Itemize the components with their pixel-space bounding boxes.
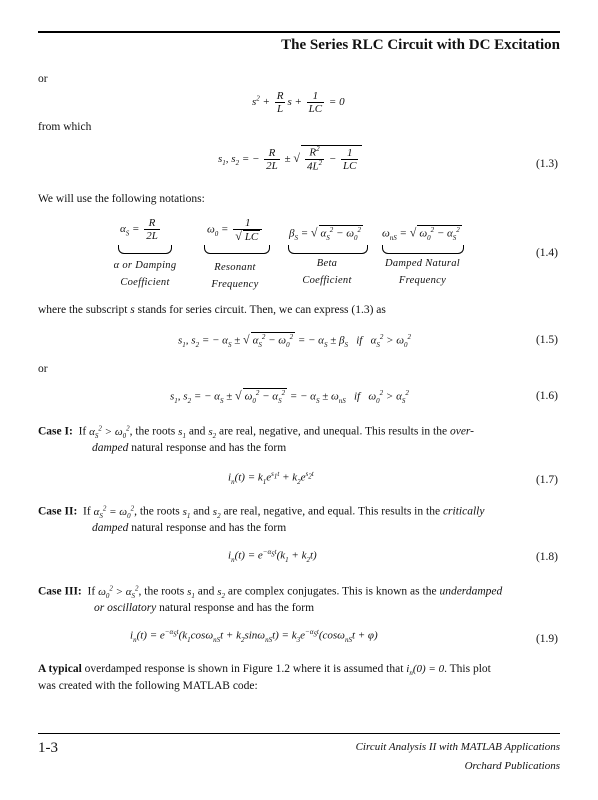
equation-1-3: $s_1$, $s_2$ = − $\frac{R}{2L}$ ± √ $\frac{R^2}{4L^2}$ − $\frac{1}{LC}$ bbox=[218, 145, 362, 173]
case-2-damped: damped bbox=[92, 522, 129, 535]
case-2-label: Case II: bbox=[38, 505, 78, 518]
equation-number-1-9: (1.9) bbox=[535, 633, 558, 645]
equation-1-6: $s_1$, $s_2$ = − $\alpha_S$ ± √ $\omega_0^2 - \alpha_S^2$ = − $\alpha_S \pm \omega_{nS}$ if $\omega_0^2 > \alpha_S^2$ bbox=[170, 388, 409, 405]
brace-beta bbox=[288, 245, 368, 254]
text-notations: We will use the following notations: bbox=[38, 193, 205, 205]
typical-end: . This plot bbox=[444, 663, 491, 675]
typical-line2: was created with the following MATLAB code: bbox=[38, 679, 258, 692]
equation-1-8: $i_n(t) = e^{-\alpha_St}(k_1 + k_2t)$ bbox=[228, 548, 317, 564]
note-alpha bbox=[100, 258, 190, 292]
typical-paragraph: A typical overdamped response is shown in Figure 1.2 where it is assumed that $i_n(0) = 0$. This plot was created with the following MATLAB code: bbox=[38, 662, 560, 694]
notation-alpha: $\alpha_S$ = $\frac{R}{2L}$ bbox=[120, 217, 158, 243]
brace-alpha bbox=[118, 245, 172, 254]
case-1-label: Case I: bbox=[38, 425, 73, 438]
case-2-crit: critically bbox=[442, 505, 485, 518]
case-1-over: over- bbox=[449, 425, 475, 438]
equation-number-1-7: (1.7) bbox=[535, 474, 558, 486]
footer-publisher: Orchard Publications bbox=[464, 760, 560, 772]
equation-number-1-5: (1.5) bbox=[535, 334, 558, 346]
equation-1-5: $s_1$, $s_2$ = − $\alpha_S$ ± √ $\alpha_S^2 - \omega_0^2$ = − $\alpha_S \pm \beta_S$ if $\alpha_S^2 > \omega_0^2$ bbox=[178, 332, 412, 349]
case-1-a: , the roots bbox=[129, 425, 176, 438]
notation-beta: $\beta_S$ = √ $\alpha_S^2 - \omega_0^2$ bbox=[289, 225, 361, 242]
note-omega0-line1: Resonant bbox=[214, 262, 256, 273]
text-where-s: s bbox=[130, 304, 135, 316]
case-3-under: underdamped bbox=[439, 585, 503, 598]
case-1-c: natural response and has the form bbox=[131, 442, 287, 455]
header-rule bbox=[38, 31, 560, 33]
brace-omega0 bbox=[204, 245, 270, 254]
equation-number-1-8: (1.8) bbox=[535, 551, 558, 563]
case-1-b: are real, negative, and unequal. This results in the bbox=[218, 425, 448, 438]
case-2-a: , the roots bbox=[134, 505, 180, 518]
text-where bbox=[38, 303, 386, 319]
case-2-c: natural response and has the form bbox=[131, 522, 287, 535]
equation-number-1-4: (1.4) bbox=[535, 247, 558, 259]
text-where-a: where the subscript bbox=[38, 304, 128, 316]
case-3-label: Case III: bbox=[38, 585, 82, 598]
note-omega-ns-line1: Damped Natural bbox=[384, 258, 461, 269]
case-1-damped: damped bbox=[92, 442, 129, 455]
page-header-title: The Series RLC Circuit with DC Excitation bbox=[281, 37, 560, 53]
case-3-osc: or oscillatory bbox=[94, 602, 157, 615]
note-alpha-line2: Coefficient bbox=[120, 276, 170, 288]
case-2-paragraph: Case II: If $\alpha_S^2 = \omega_0^2$, the roots $s_1$ and $s_2$ are real, negative, and equal. This results in the critically damped natural response and has the form bbox=[38, 504, 485, 535]
note-omega-ns-line2: Frequency bbox=[398, 274, 447, 286]
note-omega-ns bbox=[375, 256, 470, 290]
case-3-a: , the roots bbox=[138, 585, 185, 598]
text-where-b: stands for series circuit. Then, we can express (1.3) as bbox=[137, 304, 386, 316]
case-3-paragraph: Case III: If $\omega_0^2 > \alpha_S^2$, the roots $s_1$ and $s_2$ are complex conjugates. This is known as the underdamped or oscillatory natural response and has the form bbox=[38, 584, 503, 615]
text-or-2: or bbox=[38, 363, 48, 375]
brace-omega-ns bbox=[382, 245, 464, 254]
case-1-paragraph: Case I: If $\alpha_S^2 > \omega_0^2$, the roots $s_1$ and $s_2$ are real, negative, and unequal. This results in the over- damped natural response and has the form bbox=[38, 424, 475, 455]
equation-1-9: $i_n(t) = e^{-\alpha_St}(k_1\cos\omega_{nS}t + k_2\sin\omega_{nS}t) = k_3e^{-\alpha_St}(\cos\omega_{nS}t + \varphi)$ bbox=[130, 628, 378, 644]
notation-omega0: $\omega_0$ = $\frac{1}{√ LC}$ bbox=[207, 217, 264, 243]
note-beta-line1: Beta bbox=[316, 258, 338, 269]
typical-bold: A typical bbox=[38, 663, 82, 675]
equation-number-1-6: (1.6) bbox=[535, 390, 558, 402]
text-or-1: or bbox=[38, 73, 48, 85]
note-beta bbox=[282, 256, 372, 290]
footer-rule bbox=[38, 733, 560, 734]
notation-omega-ns: $\omega_{nS}$ = √ $\omega_0^2 - \alpha_S^2$ bbox=[382, 225, 460, 242]
case-3-c: natural response and has the form bbox=[159, 602, 315, 615]
case-3-b: are complex conjugates. This is known as the bbox=[227, 585, 437, 598]
note-beta-line2: Coefficient bbox=[302, 274, 352, 286]
case-2-b: are real, negative, and equal. This results in the bbox=[223, 505, 441, 518]
footer-book-title: Circuit Analysis II with MATLAB Applications bbox=[355, 741, 560, 753]
page-number: 1-3 bbox=[38, 740, 58, 756]
equation-1-7: $i_n(t) = k_1e^{s_1t} + k_2e^{s_2t}$ bbox=[228, 470, 314, 486]
typical-rest: overdamped response is shown in Figure 1.2 where it is assumed that bbox=[84, 663, 404, 675]
equation-characteristic: $s^2$ + $\frac{R}{L}$ s + $\frac{1}{LC}$ = 0 bbox=[252, 90, 345, 116]
note-alpha-line1: α or Damping bbox=[113, 260, 177, 271]
text-from-which: from which bbox=[38, 121, 92, 133]
note-omega0 bbox=[190, 260, 280, 294]
note-omega0-line2: Frequency bbox=[211, 278, 259, 290]
equation-number-1-3: (1.3) bbox=[535, 158, 558, 170]
